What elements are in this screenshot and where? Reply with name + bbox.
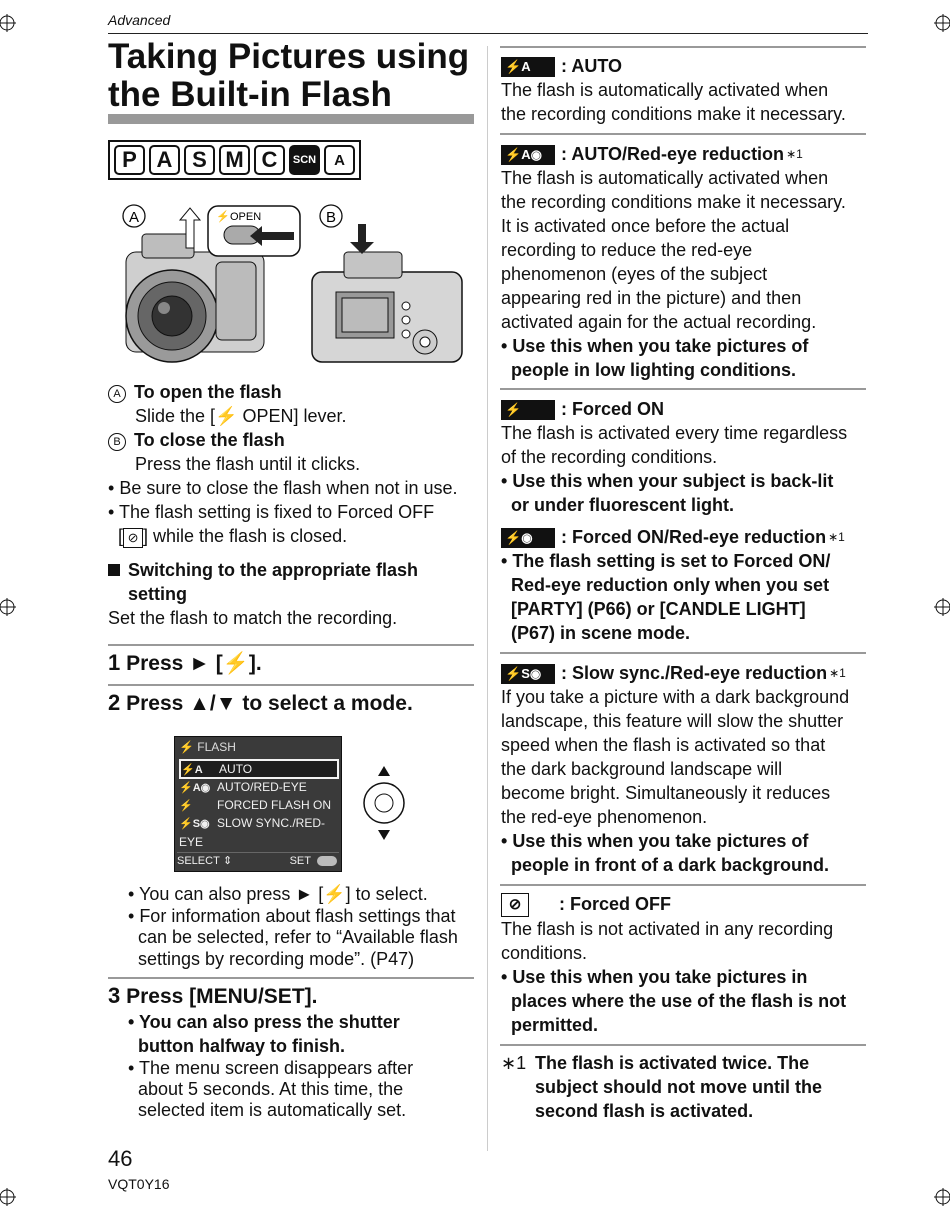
lcd-header: FLASH bbox=[197, 740, 236, 754]
mode-key-s: S bbox=[184, 145, 215, 175]
label-b-marker bbox=[320, 205, 342, 227]
mode-divider bbox=[500, 46, 866, 48]
flash-forced-on-red-eye-icon: ⚡◉ bbox=[501, 528, 555, 548]
mode-divider bbox=[500, 652, 866, 654]
switching-intro: Set the flash to match the recording. bbox=[108, 608, 398, 628]
camera-back-view bbox=[312, 224, 462, 362]
camera-flash-illustration bbox=[112, 198, 474, 373]
flash-icon: ⚡ bbox=[222, 652, 249, 675]
close-flash-heading: To close the flash bbox=[134, 430, 285, 450]
registration-mark bbox=[934, 1188, 950, 1206]
note-close-flash: Be sure to close the flash when not in use. bbox=[119, 478, 458, 498]
column-divider bbox=[487, 46, 488, 1151]
mode-key-scn: SCN bbox=[289, 145, 320, 175]
mode-divider bbox=[500, 133, 866, 135]
figure-label-b: B bbox=[325, 209, 337, 226]
registration-mark bbox=[0, 598, 16, 616]
mode-forced-off: ⊘ : Forced OFF The flash is not activated in any recording conditions. • Use this when you take pictures in places where the use of the flash is not permitted. bbox=[501, 894, 847, 1036]
mode-auto-red-eye: ⚡A◉ : AUTO/Red-eye reduction $^{∗1}$ The flash is automatically activated when the recording conditions make it necessary. It is activated once before the actual recording to reduce the red-eye phenomenon (eyes of the subject appearing red in the picture) and then activated again for the actual recording. • Use this when you take pictures of people in low lighting conditions. bbox=[501, 144, 846, 380]
mode-key-a: A bbox=[149, 145, 180, 175]
figure-label-a: A bbox=[128, 209, 140, 226]
flash-icon: ⚡ bbox=[179, 740, 194, 754]
note-forced-off: The flash setting is fixed to Forced OFF bbox=[118, 502, 435, 522]
mode-auto: ⚡A : AUTO The flash is automatically activated when the recording conditions make it necessary. bbox=[501, 56, 846, 124]
page-number: 46 bbox=[108, 1146, 133, 1171]
step-1: 1 Press ► [⚡]. bbox=[108, 650, 262, 675]
mode-key-intelligent-auto: A bbox=[324, 145, 355, 175]
label-a-circle: A bbox=[108, 385, 126, 403]
open-flash-text-post: OPEN] lever. bbox=[237, 406, 347, 426]
step-divider bbox=[108, 684, 474, 686]
footnote-divider bbox=[500, 1044, 866, 1046]
cursor-pad-icon bbox=[360, 764, 408, 842]
close-flash-text: Press the flash until it clicks. bbox=[135, 454, 361, 474]
flash-icon: ⚡ bbox=[215, 406, 238, 426]
section-label: Advanced bbox=[108, 12, 171, 28]
step-divider bbox=[108, 977, 474, 979]
mode-divider bbox=[500, 388, 866, 390]
page-title: Taking Pictures using the Built-in Flash bbox=[108, 37, 470, 114]
step-3: 3 Press [MENU/SET]. bbox=[108, 983, 318, 1008]
mode-key-c: C bbox=[254, 145, 285, 175]
note-forced-off-cont: ] while the flash is closed. bbox=[143, 526, 348, 546]
title-underline bbox=[108, 114, 474, 124]
switching-heading-line2: setting bbox=[128, 584, 188, 604]
flash-slow-sync-icon: ⚡S◉ bbox=[501, 664, 555, 684]
step3-notes: • You can also press the shutter button halfway to finish. • The menu screen disappears after about 5 seconds. At this time, the selected item is automatically set. bbox=[128, 1012, 414, 1120]
mode-forced-on-red-eye: ⚡◉ : Forced ON/Red-eye reduction $^{∗1}$ • The flash setting is set to Forced ON/ Red-eye reduction only when you set [PARTY] (P66) or [CANDLE LIGHT] (P67) in scene mode. bbox=[501, 527, 845, 643]
mode-keys bbox=[108, 140, 361, 180]
footnote: ∗1 The flash is activated twice. The subject should not move until the second flash is activated. bbox=[501, 1053, 823, 1121]
lcd-row-slow-sync: ⚡S◉ SLOW SYNC./RED-EYE bbox=[179, 816, 326, 849]
lever-open-text: OPEN bbox=[230, 211, 262, 223]
forced-off-icon: ⊘ bbox=[123, 528, 143, 548]
mode-slow-sync: ⚡S◉ : Slow sync./Red-eye reduction $^{∗1}$ If you take a picture with a dark background landscape, this feature will slow the shutter speed when the flash is activated so that the dark background landscape will become bright. Simultaneously it reduces the red-eye phenomenon. • Use this when you take pictures of people in front of a dark background. bbox=[501, 663, 850, 875]
lcd-select-label: SELECT bbox=[177, 855, 220, 867]
document-code: VQT0Y16 bbox=[108, 1176, 170, 1192]
registration-mark bbox=[934, 598, 950, 616]
open-flash-heading: To open the flash bbox=[134, 382, 282, 402]
flash-forced-on-icon: ⚡ bbox=[501, 400, 555, 420]
lcd-set-label: SET bbox=[289, 855, 311, 867]
flash-auto-icon: ⚡A bbox=[501, 57, 555, 77]
mode-key-p: P bbox=[114, 145, 145, 175]
flash-menu-screen bbox=[174, 736, 342, 872]
open-lever-callout bbox=[208, 206, 300, 256]
lcd-row-forced-on: ⚡ FORCED FLASH ON bbox=[179, 798, 332, 812]
step-divider bbox=[108, 644, 474, 646]
flash-icon: ⚡ bbox=[323, 884, 346, 904]
step-2: 2 Press ▲/▼ to select a mode. bbox=[108, 690, 413, 715]
registration-mark bbox=[0, 14, 16, 32]
top-rule bbox=[108, 33, 868, 34]
lcd-row-auto: ⚡A AUTO bbox=[179, 759, 339, 779]
lcd-row-auto-red-eye: ⚡A◉ AUTO/RED-EYE bbox=[179, 780, 307, 794]
label-b-circle: B bbox=[108, 433, 126, 451]
flash-forced-off-icon: ⊘ bbox=[501, 893, 529, 917]
mode-forced-on: ⚡ : Forced ON The flash is activated every time regardless of the recording conditions. • Use this when your subject is back-lit or under fluorescent light. bbox=[501, 399, 848, 515]
flash-auto-red-eye-icon: ⚡A◉ bbox=[501, 145, 555, 165]
label-a-marker bbox=[123, 205, 145, 227]
open-close-instructions: A To open the flash Slide the [⚡ OPEN] lever. B To close the flash Press the flash until it clicks. • Be sure to close the flash when not in use. • The flash setting is fixed to Forced OFF [ ⊘ ] while the flash is closed. bbox=[108, 380, 478, 548]
mode-key-m: M bbox=[219, 145, 250, 175]
open-flash-text-pre: Slide the [ bbox=[135, 406, 216, 426]
svg-text:⚡: ⚡ bbox=[216, 211, 230, 223]
step2-notes: • You can also press ► [⚡] to select. • For information about flash settings that can be selected, refer to “Available flash settings by recording mode”. (P47) bbox=[128, 884, 458, 969]
switching-heading-line1: Switching to the appropriate flash bbox=[128, 560, 419, 580]
registration-mark bbox=[0, 1188, 16, 1206]
square-bullet-icon bbox=[108, 564, 120, 576]
switching-section bbox=[108, 558, 478, 630]
lcd-footer: SELECT ⇕ SET bbox=[177, 852, 339, 869]
menu-set-button-icon bbox=[317, 856, 337, 866]
registration-mark bbox=[934, 14, 950, 32]
mode-divider bbox=[500, 884, 866, 886]
footnote-mark: ∗1 bbox=[501, 1053, 527, 1073]
